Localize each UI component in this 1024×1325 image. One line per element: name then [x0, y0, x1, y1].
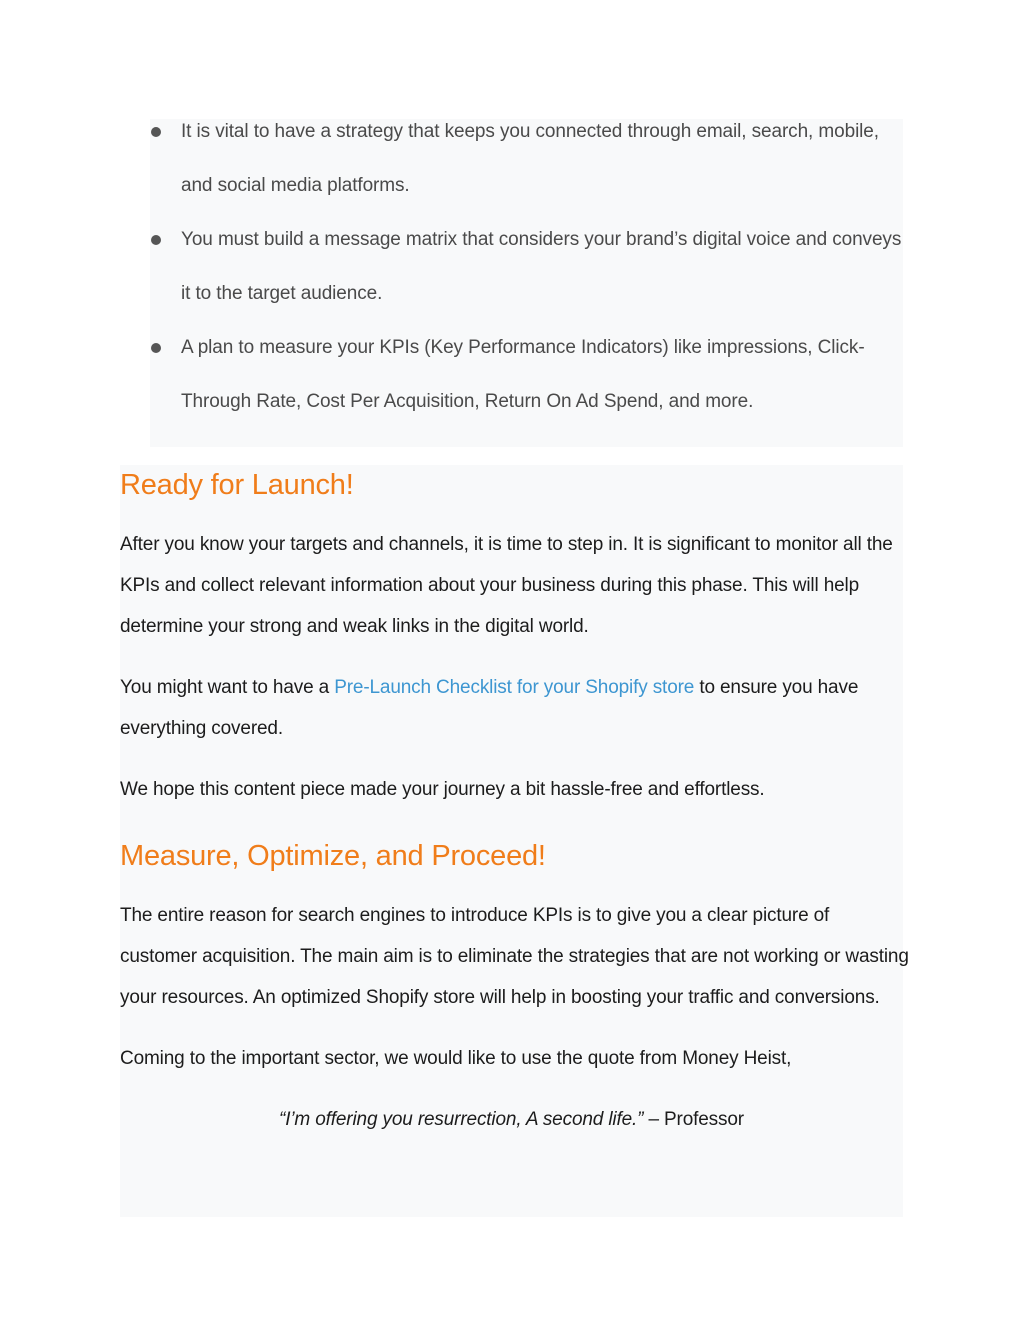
- list-item: [150, 213, 903, 321]
- list-item: [150, 321, 903, 429]
- section-heading-launch: Ready for Launch!: [120, 469, 354, 501]
- list-item: [150, 105, 903, 213]
- section-heading-measure: Measure, Optimize, and Proceed!: [120, 840, 546, 872]
- list-item-text: You must build a message matrix that considers your brand’s digital voice and conveys it to the target audience.: [181, 229, 902, 304]
- launch-paragraph-2-after: to ensure you have everything covered.: [120, 677, 859, 739]
- quote: [120, 1099, 903, 1140]
- bullet-dot-icon: [151, 235, 161, 245]
- bullet-dot-icon: [151, 127, 161, 137]
- quote-text: “I’m offering you resurrection, A second life.”: [279, 1109, 644, 1130]
- launch-paragraph-2: [120, 667, 910, 749]
- quote-author: – Professor: [643, 1109, 744, 1130]
- launch-paragraph-1: After you know your targets and channels, it is time to step in. It is significant to monitor all the KPIs and collect relevant information about your business during this phase. This will help determine your strong and weak links in the digital world.: [120, 534, 893, 637]
- pre-launch-checklist-link[interactable]: Pre-Launch Checklist for your Shopify store: [334, 677, 695, 698]
- list-item-text: A plan to measure your KPIs (Key Performance Indicators) like impressions, Click-Through Rate, Cost Per Acquisition, Return On Ad Spend, and more.: [181, 337, 865, 412]
- measure-paragraph-1: The entire reason for search engines to introduce KPIs is to give you a clear picture of customer acquisition. The main aim is to eliminate the strategies that are not working or wasting your resources. An optimized Shopify store will help in boosting your traffic and conversions.: [120, 905, 909, 1008]
- bullet-dot-icon: [151, 343, 161, 353]
- article-content: [120, 465, 910, 1140]
- measure-paragraph-2: Coming to the important sector, we would like to use the quote from Money Heist,: [120, 1048, 792, 1069]
- list-item-text: It is vital to have a strategy that keeps you connected through email, search, mobile, and social media platforms.: [181, 121, 879, 196]
- bullet-list: [150, 105, 903, 429]
- launch-paragraph-3: We hope this content piece made your journey a bit hassle-free and effortless.: [120, 779, 765, 800]
- launch-paragraph-2-before: You might want to have a: [120, 677, 335, 698]
